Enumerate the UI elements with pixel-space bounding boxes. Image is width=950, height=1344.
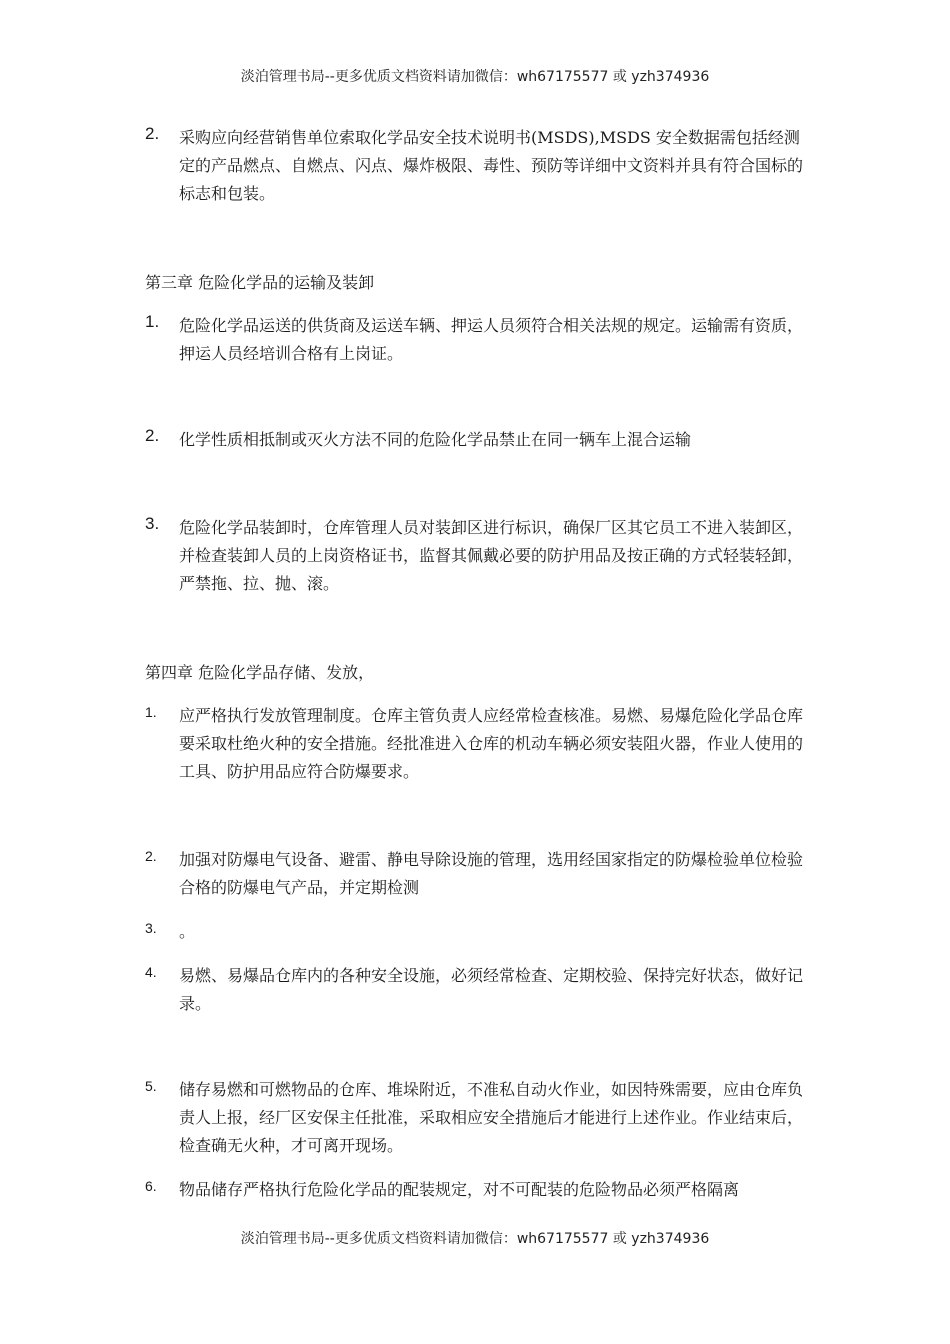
list-text: 。 (179, 922, 196, 941)
list-number: 5. (145, 1078, 157, 1094)
chapter-title: 第三章 危险化学品的运输及装卸 (145, 273, 375, 292)
list-text: 储存易燃和可燃物品的仓库、堆垛附近，不准私自动火作业，如因特殊需要，应由仓库负责人上报，经厂区安保主任批准，采取相应安全措施后才能进行上述作业。作业结束后，检查确无火种，才可离开现场。 (179, 1080, 804, 1155)
list-item (145, 514, 815, 598)
list-text: 采购应向经营销售单位索取化学品安全技术说明书(MSDS),MSDS 安全数据需包括经测定的产品燃点、自燃点、闪点、爆炸极限、毒性、预防等详细中文资料并具有符合国标的标志和包装。 (179, 128, 804, 203)
chapter-title: 第四章 危险化学品存储、发放， (145, 663, 375, 682)
list-number: 6. (145, 1178, 157, 1194)
list-number: 1. (145, 704, 157, 720)
list-item (145, 1076, 815, 1160)
list-item (145, 846, 815, 902)
list-item (145, 962, 815, 1018)
list-text: 应严格执行发放管理制度。仓库主管负责人应经常检查核准。易燃、易爆危险化学品仓库要采取杜绝火种的安全措施。经批准进入仓库的机动车辆必须安装阻火器，作业人使用的工具、防护用品应符合防爆要求。 (179, 706, 804, 781)
list-number: 1. (145, 312, 160, 331)
list-item (145, 312, 815, 368)
page-footer: 淡泊管理书局--更多优质文档资料请加微信：wh67175577 或 yzh374936 (240, 1231, 710, 1247)
list-text: 易燃、易爆品仓库内的各种安全设施，必须经常检查、定期校验、保持完好状态，做好记录。 (179, 966, 804, 1013)
list-text: 危险化学品运送的供货商及运送车辆、押运人员须符合相关法规的规定。运输需有资质，押运人员经培训合格有上岗证。 (179, 316, 804, 363)
list-item (145, 1176, 815, 1204)
list-item (145, 918, 815, 946)
page-header: 淡泊管理书局--更多优质文档资料请加微信：wh67175577 或 yzh374936 (240, 69, 710, 85)
list-text: 危险化学品装卸时，仓库管理人员对装卸区进行标识，确保厂区其它员工不进入装卸区，并检查装卸人员的上岗资格证书，监督其佩戴必要的防护用品及按正确的方式轻装轻卸，严禁拖、拉、抛、滚。 (179, 518, 804, 593)
list-item (145, 426, 815, 454)
list-number: 3. (145, 514, 160, 533)
list-text: 物品储存严格执行危险化学品的配装规定，对不可配装的危险物品必须严格隔离 (179, 1180, 740, 1199)
list-text: 化学性质相抵制或灭火方法不同的危险化学品禁止在同一辆车上混合运输 (179, 430, 692, 449)
list-number: 2. (145, 426, 160, 445)
list-item (145, 702, 815, 786)
list-number: 3. (145, 920, 157, 936)
list-number: 2. (145, 124, 160, 143)
list-number: 4. (145, 964, 157, 980)
list-text: 加强对防爆电气设备、避雷、静电导除设施的管理，选用经国家指定的防爆检验单位检验合格的防爆电气产品，并定期检测 (179, 850, 804, 897)
list-number: 2. (145, 848, 157, 864)
list-item (145, 124, 815, 208)
